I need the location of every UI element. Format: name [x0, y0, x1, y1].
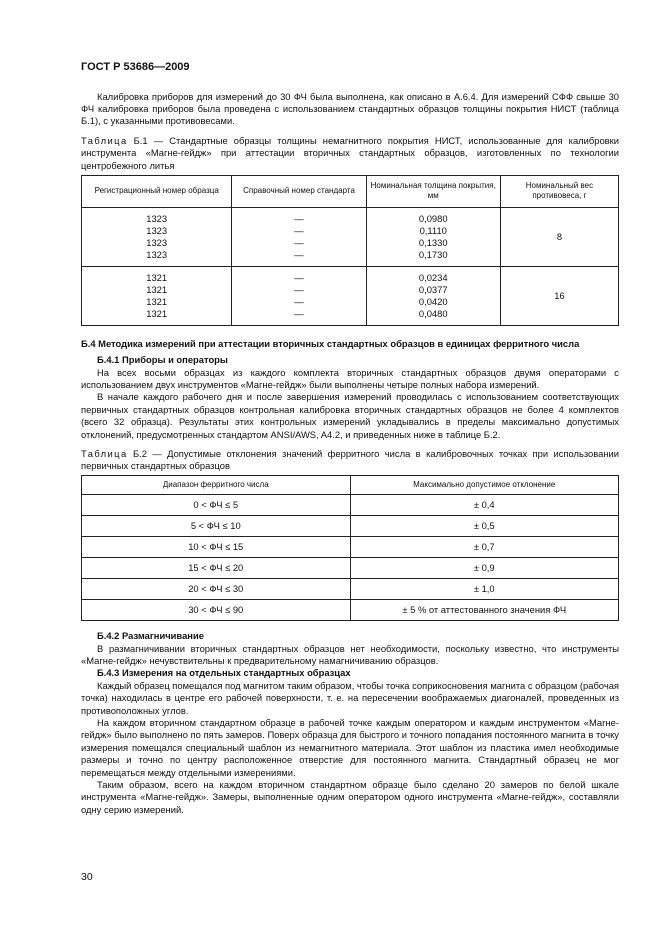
document-page — [81, 60, 619, 816]
table1-thick-cell — [366, 207, 500, 266]
table2-deviation-cell: ± 0,4 — [350, 495, 619, 516]
table2-range-cell: 10 < ФЧ ≤ 15 — [82, 537, 351, 558]
table1-cell: — — [294, 248, 304, 260]
table-b1 — [81, 175, 619, 326]
table1-cell: 1321 — [146, 271, 168, 283]
table2-range-cell: 20 < ФЧ ≤ 30 — [82, 579, 351, 600]
b41-paragraph-2: В начале каждого рабочего дня и после завершения измерений проводилась с использованием соответствующих первичных стандартных образцов контрольная калибровка вторичных стандартных образцов не более 4 комплектов (всего 32 образца). Результаты этих контрольных измерений укладывались в пределы максимально допустимых отклонений, предусмотренных стандартом ANSI/AWS, A4.2, и приведенных ниже в таблице Б.2. — [81, 391, 619, 440]
section-b42-heading: Б.4.2 Размагничивание — [97, 630, 204, 642]
table2-range-cell: 0 < ФЧ ≤ 5 — [82, 495, 351, 516]
table1-cell: 0,0980 — [418, 212, 448, 224]
table2-row — [82, 600, 619, 621]
table2-caption-text: Б.2 — Допустимые отклонения значений ферритного числа в калибровочных точках при использовании первичных стандартных образцов — [81, 447, 619, 472]
table1-cell: — — [294, 295, 304, 307]
table1-cell: 1323 — [146, 212, 168, 224]
b42-paragraph-1: В размагничивании вторичных стандартных образцов нет необходимости, поскольку известно, что инструменты «Магне-гейдж» нечувствительны к предварительному намагничиванию образцов. — [81, 642, 619, 666]
table1-cell: 0,1730 — [418, 248, 448, 260]
table2-row — [82, 516, 619, 537]
b43-paragraph-2: На каждом вторичном стандартном образце в рабочей точке каждым оператором и каждым инструментом «Магне-гейдж» было выполнено по пять замеров. Поверх образца для быстрого и точного попадания постоянного магнита в точку измерения помещался специальный шаблон из немагнитного материала. Этот шаблон из пластика имел необходимые размеры и точно по центру расположенное отверстие для постоянного магнита. Стандартный образец не мог перемещаться между отдельными измерениями. — [81, 717, 619, 778]
table1-header-cell: Справочный номер стандарта — [232, 175, 366, 207]
b43-paragraph-1: Каждый образец помещался под магнитом таким образом, чтобы точка соприкосновения магнита с образцом (рабочая точка) находилась в центре его рабочей поверхности, т. е. на пересечении воображаемых диагоналей, проведенных из противоположных углов. — [81, 679, 619, 716]
table2-caption-label: Таблица — [81, 447, 128, 459]
table1-header-cell: Номинальный вес противовеса, г — [500, 175, 618, 207]
table1-cell: 1321 — [146, 295, 168, 307]
table1-weight-cell: 8 — [500, 207, 618, 266]
table1-cell: — — [294, 271, 304, 283]
table1-header-cell: Номинальная толщина покрытия, мм — [366, 175, 500, 207]
table1-header-cell: Регистрационный номер образца — [82, 175, 232, 207]
table2-row — [82, 558, 619, 579]
table1-thick-cell — [366, 266, 500, 325]
table1-cell: 0,0234 — [418, 271, 448, 283]
table1-caption-label: Таблица — [81, 134, 128, 146]
table1-cell: 0,0377 — [418, 283, 448, 295]
intro-paragraph: Калибровка приборов для измерений до 30 ФЧ была выполнена, как описано в А.6.4. Для измерений СФФ свыше 30 ФЧ калибровка приборов была проведена с использованием стандартных образцов толщины покрытия НИСТ (таблица Б.1), с указанными противовесами. — [81, 90, 619, 127]
table2-row — [82, 537, 619, 558]
table2-caption — [81, 448, 619, 473]
table2-header-cell: Максимально допустимое отклонение — [350, 475, 619, 494]
table1-cell: 0,1110 — [419, 224, 447, 236]
table2-range-cell: 15 < ФЧ ≤ 20 — [82, 558, 351, 579]
table2-row — [82, 495, 619, 516]
document-header: ГОСТ Р 53686—2009 — [81, 61, 190, 73]
section-b43-heading: Б.4.3 Измерения на отдельных стандартных образцах — [97, 667, 351, 679]
table-b2 — [81, 475, 619, 621]
table1-cell: 0,1330 — [418, 236, 448, 248]
table1-cell: 1321 — [146, 307, 168, 319]
table2-header-row — [82, 475, 619, 494]
table2-deviation-cell: ± 0,9 — [350, 558, 619, 579]
b41-paragraph-1: На всех восьми образцах из каждого комплекта вторичных стандартных образцов двумя операторами с использованием двух инструментов «Магне-гейдж» были выполнены четыре полных набора измерений. — [81, 366, 619, 390]
table1-cell: — — [294, 283, 304, 295]
table1-cell: — — [294, 212, 304, 224]
table1-cell: 1323 — [146, 224, 168, 236]
table1-ids-cell — [82, 266, 232, 325]
table1-group-row — [82, 207, 619, 266]
table2-range-cell: 30 < ФЧ ≤ 90 — [82, 600, 351, 621]
table2-row — [82, 579, 619, 600]
table2-deviation-cell: ± 0,7 — [350, 537, 619, 558]
table2-deviation-cell: ± 0,5 — [350, 516, 619, 537]
table1-cell: 0,0420 — [418, 295, 448, 307]
table1-weight-cell: 16 — [500, 266, 618, 325]
section-b41-heading: Б.4.1 Приборы и операторы — [97, 354, 228, 366]
table2-deviation-cell: ± 1,0 — [350, 579, 619, 600]
table1-cell: — — [294, 307, 304, 319]
table1-header-row — [82, 175, 619, 207]
b43-paragraph-3: Таким образом, всего на каждом вторичном стандартном образце было сделано 20 замеров по белой шкале инструмента «Магне-гейдж». Замеры, выполненные одним оператором одного инструмента «Магне-гейдж», составляли одну серию измерений. — [81, 779, 619, 815]
table1-cell: — — [294, 236, 304, 248]
table1-cell: 1323 — [146, 236, 168, 248]
table2-range-cell: 5 < ФЧ ≤ 10 — [82, 516, 351, 537]
table2-deviation-cell: ± 5 % от аттестованного значения ФЧ — [350, 600, 619, 621]
table1-cell: 1321 — [146, 283, 168, 295]
table1-refs-cell — [232, 266, 366, 325]
table1-ids-cell — [82, 207, 232, 266]
table1-refs-cell — [232, 207, 366, 266]
page-number: 30 — [81, 871, 93, 883]
section-b4-heading: Б.4 Методика измерений при аттестации вторичных стандартных образцов в единицах ферритного числа — [81, 337, 580, 349]
table1-caption — [81, 135, 619, 172]
table1-cell: 0,0480 — [418, 307, 448, 319]
table1-cell: — — [294, 224, 304, 236]
table2-header-cell: Диапазон ферритного числа — [82, 475, 351, 494]
table1-caption-text: Б.1 — Стандартные образцы толщины немагнитного покрытия НИСТ, использованные для калибровки инструмента «Магне-гейдж» при аттестации вторичных стандартных образцов, изготовленных по технологии центробежного литья — [81, 134, 619, 171]
table1-group-row — [82, 266, 619, 325]
table1-cell: 1323 — [146, 248, 168, 260]
